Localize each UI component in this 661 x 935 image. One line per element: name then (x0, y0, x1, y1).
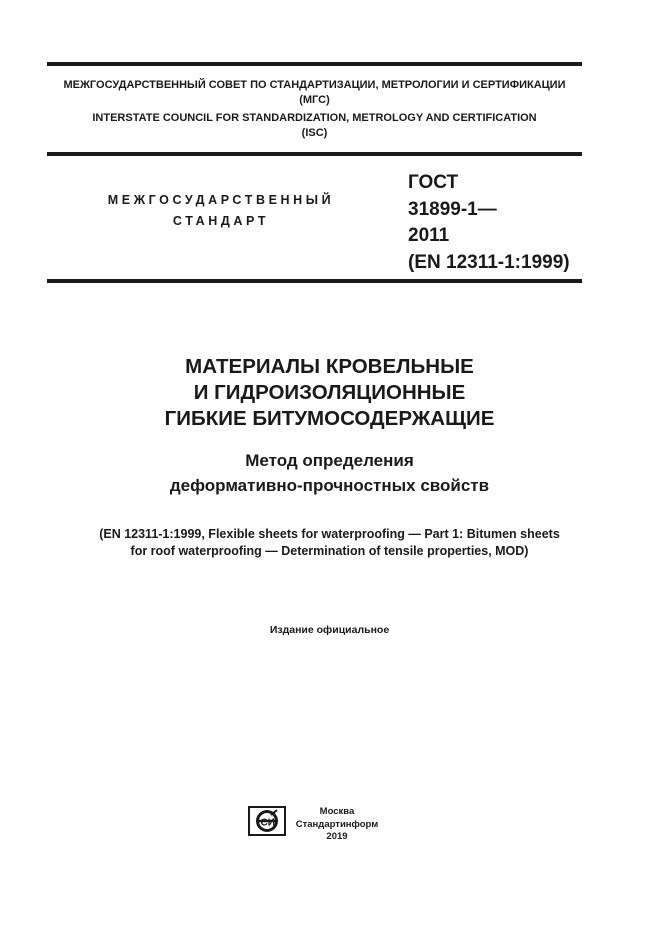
english-title: (EN 12311-1:1999, Flexible sheets for waterproofing — Part 1: Bitumen sheets for roof waterproofing — Determination of tensile properties, MOD) (99, 527, 560, 558)
top-rule (47, 62, 582, 66)
standartinform-logo-icon (248, 806, 286, 836)
council-name-ru: МЕЖГОСУДАРСТВЕННЫЙ СОВЕТ ПО СТАНДАРТИЗАЦИИ, МЕТРОЛОГИИ И СЕРТИФИКАЦИИ (МГС) (63, 79, 566, 106)
svg-text:СИ: СИ (260, 817, 275, 829)
publisher-imprint: Москва Стандартинформ 2019 (295, 806, 379, 842)
document-subtitle: Метод определения деформативно-прочностных свойств (169, 451, 490, 495)
standard-designation: ГОСТ 31899-1— 2011 (EN 12311-1:1999) (408, 172, 570, 273)
designation-rule (47, 279, 582, 283)
standard-type: МЕЖГОСУДАРСТВЕННЫЙ СТАНДАРТ (107, 193, 335, 228)
edition-label: Издание официальное (269, 624, 390, 636)
document-title: МАТЕРИАЛЫ КРОВЕЛЬНЫЕ И ГИДРОИЗОЛЯЦИОННЫЕ ГИБКИЕ БИТУМОСОДЕРЖАЩИЕ (164, 355, 495, 430)
council-name-en: INTERSTATE COUNCIL FOR STANDARDIZATION, METROLOGY AND CERTIFICATION (ISC) (92, 112, 537, 139)
header-rule (47, 152, 582, 156)
